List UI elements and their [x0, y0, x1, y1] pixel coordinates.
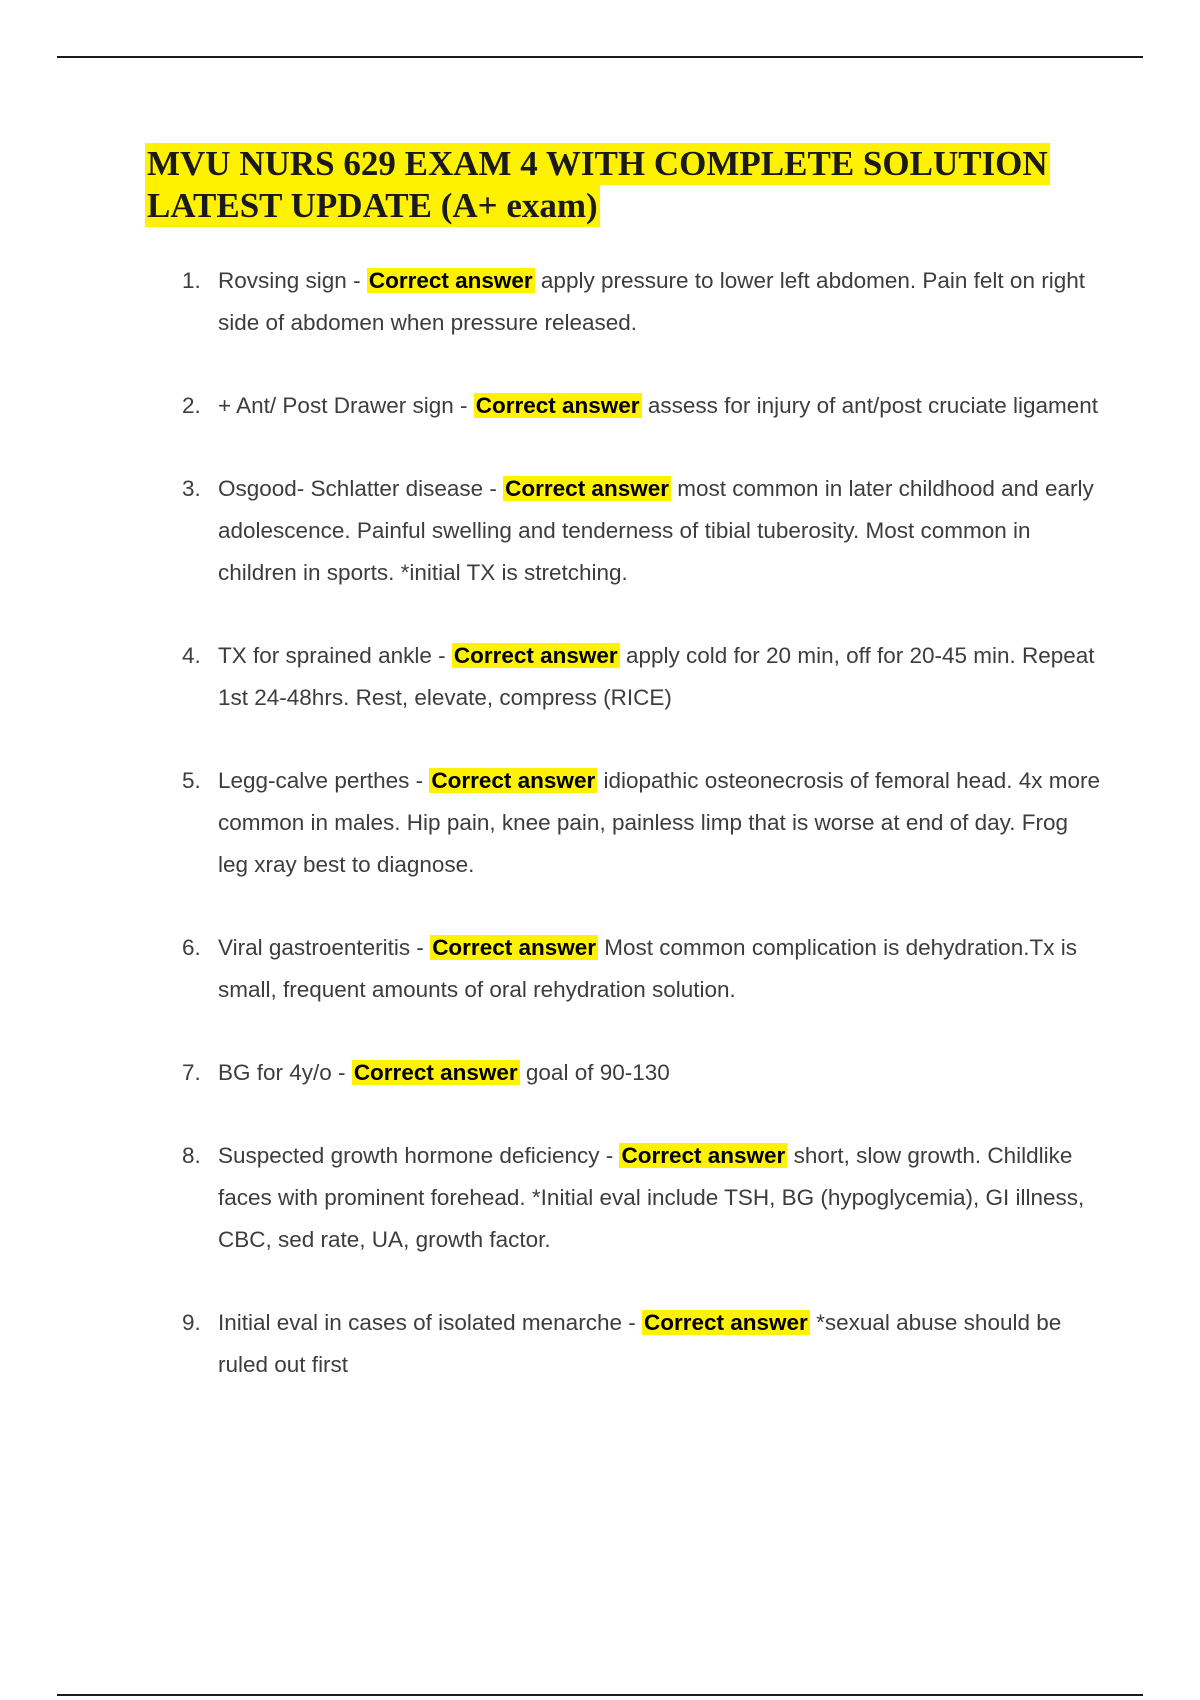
item-answer: goal of 90-130: [525, 1060, 670, 1085]
item-term: Viral gastroenteritis -: [218, 935, 424, 960]
item-number: 4.: [182, 643, 201, 668]
item-term: TX for sprained ankle -: [218, 643, 446, 668]
list-item: [170, 760, 1100, 886]
item-number: 6.: [182, 935, 201, 960]
title-line-1: MVU NURS 629 EXAM 4 WITH COMPLETE SOLUTION: [147, 144, 1048, 183]
correct-answer-label: Correct answer: [505, 476, 669, 501]
top-rule: [57, 56, 1143, 58]
item-answer: Most common complication is dehydration.Tx is small, frequent amounts of oral rehydration solution.: [218, 935, 1077, 1002]
list-item: [170, 260, 1100, 344]
item-number: 2.: [182, 393, 201, 418]
list-item: [170, 927, 1100, 1011]
bottom-rule: [57, 1694, 1143, 1696]
correct-answer-label: Correct answer: [432, 935, 597, 960]
item-answer: apply cold for 20 min, off for 20-45 min. Repeat 1st 24-48hrs. Rest, elevate, compress (RICE): [218, 643, 1095, 710]
list-item: [170, 468, 1100, 594]
list-item: [170, 1302, 1100, 1386]
item-number: 5.: [182, 768, 201, 793]
item-term: Rovsing sign -: [218, 268, 361, 293]
item-answer: idiopathic osteonecrosis of femoral head. 4x more common in males. Hip pain, knee pain, painless limp that is worse at end of day. Frog leg xray best to diagnose.: [218, 768, 1101, 877]
item-answer: apply pressure to lower left abdomen. Pain felt on right side of abdomen when pressure released.: [218, 268, 1085, 335]
correct-answer-label: Correct answer: [621, 1143, 786, 1168]
correct-answer-label: Correct answer: [453, 643, 618, 668]
item-term: Initial eval in cases of isolated menarche -: [218, 1310, 636, 1335]
item-number: 1.: [182, 268, 201, 293]
correct-answer-label: Correct answer: [643, 1310, 808, 1335]
list-item: [170, 1052, 1100, 1094]
item-number: 9.: [182, 1310, 201, 1335]
item-number: 7.: [182, 1060, 201, 1085]
item-answer: most common in later childhood and early adolescence. Painful swelling and tenderness of tibial tuberosity. Most common in children in sports. *initial TX is stretching.: [218, 476, 1094, 585]
item-term: Osgood- Schlatter disease -: [218, 476, 497, 501]
list-item: [170, 1135, 1100, 1261]
item-term: + Ant/ Post Drawer sign -: [218, 393, 468, 418]
title-line-2: LATEST UPDATE (A+ exam): [147, 186, 598, 225]
item-number: 3.: [182, 476, 201, 501]
list-item: [170, 635, 1100, 719]
correct-answer-label: Correct answer: [431, 768, 596, 793]
correct-answer-label: Correct answer: [475, 393, 640, 418]
item-answer: assess for injury of ant/post cruciate ligament: [647, 393, 1099, 418]
item-term: Suspected growth hormone deficiency -: [218, 1143, 614, 1168]
correct-answer-label: Correct answer: [368, 268, 533, 293]
item-answer: short, slow growth. Childlike faces with prominent forehead. *Initial eval include TSH, BG (hypoglycemia), GI illness, CBC, sed rate, UA, growth factor.: [218, 1143, 1085, 1252]
list-item: [170, 385, 1100, 427]
question-answer-list: [170, 260, 1100, 1427]
item-number: 8.: [182, 1143, 201, 1168]
correct-answer-label: Correct answer: [353, 1060, 518, 1085]
item-answer: *sexual abuse should be ruled out first: [218, 1310, 1062, 1377]
item-term: BG for 4y/o -: [218, 1060, 346, 1085]
document-title: [145, 143, 1105, 227]
item-term: Legg-calve perthes -: [218, 768, 424, 793]
